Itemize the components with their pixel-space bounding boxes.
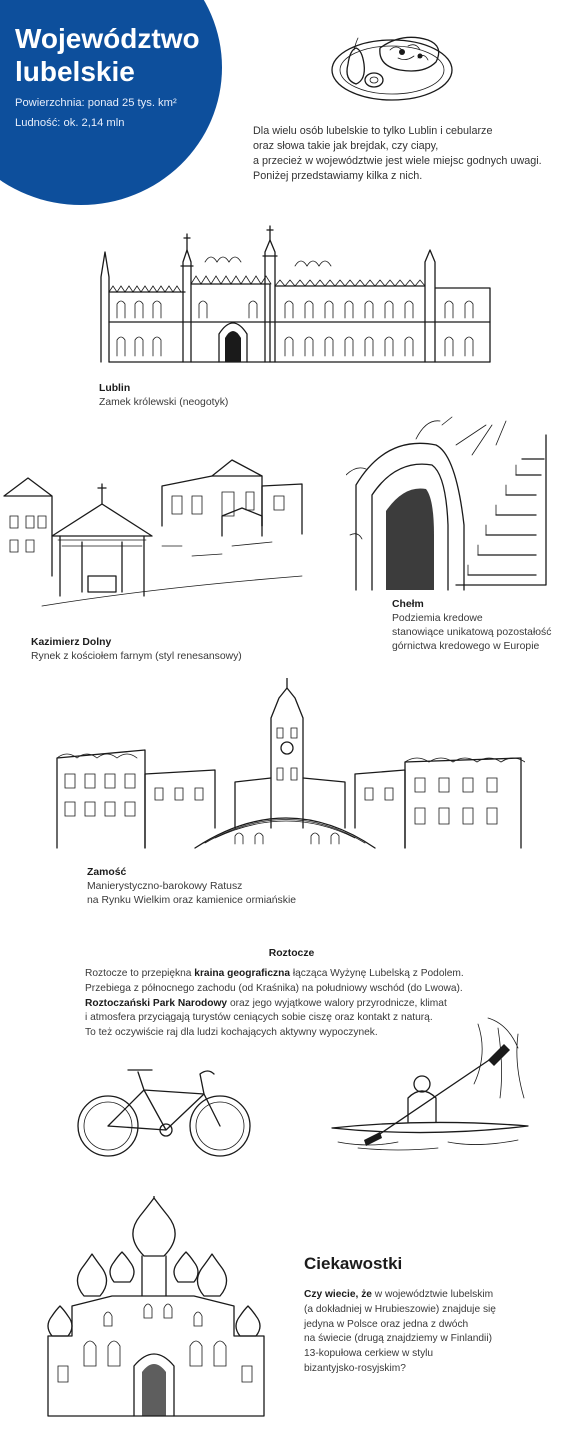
roztocze-highlight: kraina geograficzna [194,968,290,979]
kayaker-sketch [328,1014,546,1154]
kazimierz-caption [31,636,242,664]
place-description: na Rynku Wielkim oraz kamienice ormiańskie [87,895,297,906]
ciekawostki-lead-rest: w województwie lubelskim [371,1289,494,1300]
chelm-chalk-tunnels-sketch [346,415,552,595]
place-name: Chełm [392,599,424,610]
ciekawostki-line: bizantyjsko-rosyjskim? [304,1362,406,1374]
intro-line: Dla wielu osób lubelskie to tylko Lublin i cebularze [253,125,493,137]
roztocze-text-part: Roztocze to przepiękna [85,968,195,979]
place-name: Zamość [87,867,127,878]
lublin-caption [99,382,228,410]
roztocze-line: Przebiega z północnego zachodu (od Kraśnika) na południowy wschód (do Lwowa). [85,982,463,994]
zamosc-town-hall-sketch [55,678,525,858]
ciekawostki-title: Ciekawostki [304,1254,403,1273]
region-title-line2: lubelskie [15,56,135,87]
place-description: Manierystyczno-barokowy Ratusz [87,881,243,892]
orthodox-church-sketch [44,1196,280,1420]
roztocze-text-part: oraz jego wyjątkowe walory przyrodnicze, klimat [227,997,447,1009]
kazimierz-market-sketch [2,456,312,616]
region-title [15,22,225,88]
roztocze-highlight: Roztoczański Park Narodowy [85,997,228,1009]
ciekawostki-line: (a dokładniej w Hrubieszowie) znajduje się [304,1303,496,1315]
roztocze-text-part: łącząca Wyżynę Lubelską z Podolem. [289,968,464,979]
roztocze-line: i atmosfera przyciągają turystów ceniących sobie ciszę oraz kontakt z naturą. [85,1012,433,1024]
place-description: Podziemia kredowe [392,613,483,624]
intro-text [253,124,573,184]
intro-line: oraz słowa takie jak brejdak, czy ciapy, [253,140,439,152]
area-stat: Powierzchnia: ponad 25 tys. km² [15,97,177,109]
place-description: Rynek z kościołem farnym (styl renesansowy) [31,651,242,662]
ciekawostki-line: jedyna w Polsce oraz jedna z dwóch [304,1318,469,1330]
chelm-caption [392,598,551,654]
ciekawostki-line: 13-kopułowa cerkiew w stylu [304,1348,434,1360]
place-description: Zamek królewski (neogotyk) [99,397,229,408]
intro-line: Poniżej przedstawiamy kilka z nich. [253,170,423,182]
ciekawostki-text [304,1288,496,1377]
roztocze-line [85,967,464,982]
population-stat: Ludność: ok. 2,14 mln [15,117,125,129]
place-name: Lublin [99,383,131,394]
place-description: stanowiące unikatową pozostałość [392,627,552,638]
intro-line: a przecież w województwie jest wiele miejsc godnych uwagi. [253,155,542,167]
zamosc-caption [87,866,296,908]
ciekawostki-line [304,1288,496,1303]
region-title-line1: Województwo [15,23,200,54]
food-plate-sketch [328,28,456,106]
bicycle-sketch [74,1060,254,1164]
ciekawostki-line: na świecie (drugą znajdziemy w Finlandii) [304,1333,492,1345]
place-description: górnictwa kredowego w Europie [392,641,540,652]
ciekawostki-lead: Czy wiecie, że [304,1289,372,1300]
roztocze-title: Roztocze [268,948,315,959]
roztocze-line: To też oczywiście raj dla ludzi kochających aktywny wypoczynek. [85,1027,378,1039]
roztocze-line [85,997,464,1012]
lublin-castle-sketch [95,222,495,372]
place-name: Kazimierz Dolny [31,637,112,648]
